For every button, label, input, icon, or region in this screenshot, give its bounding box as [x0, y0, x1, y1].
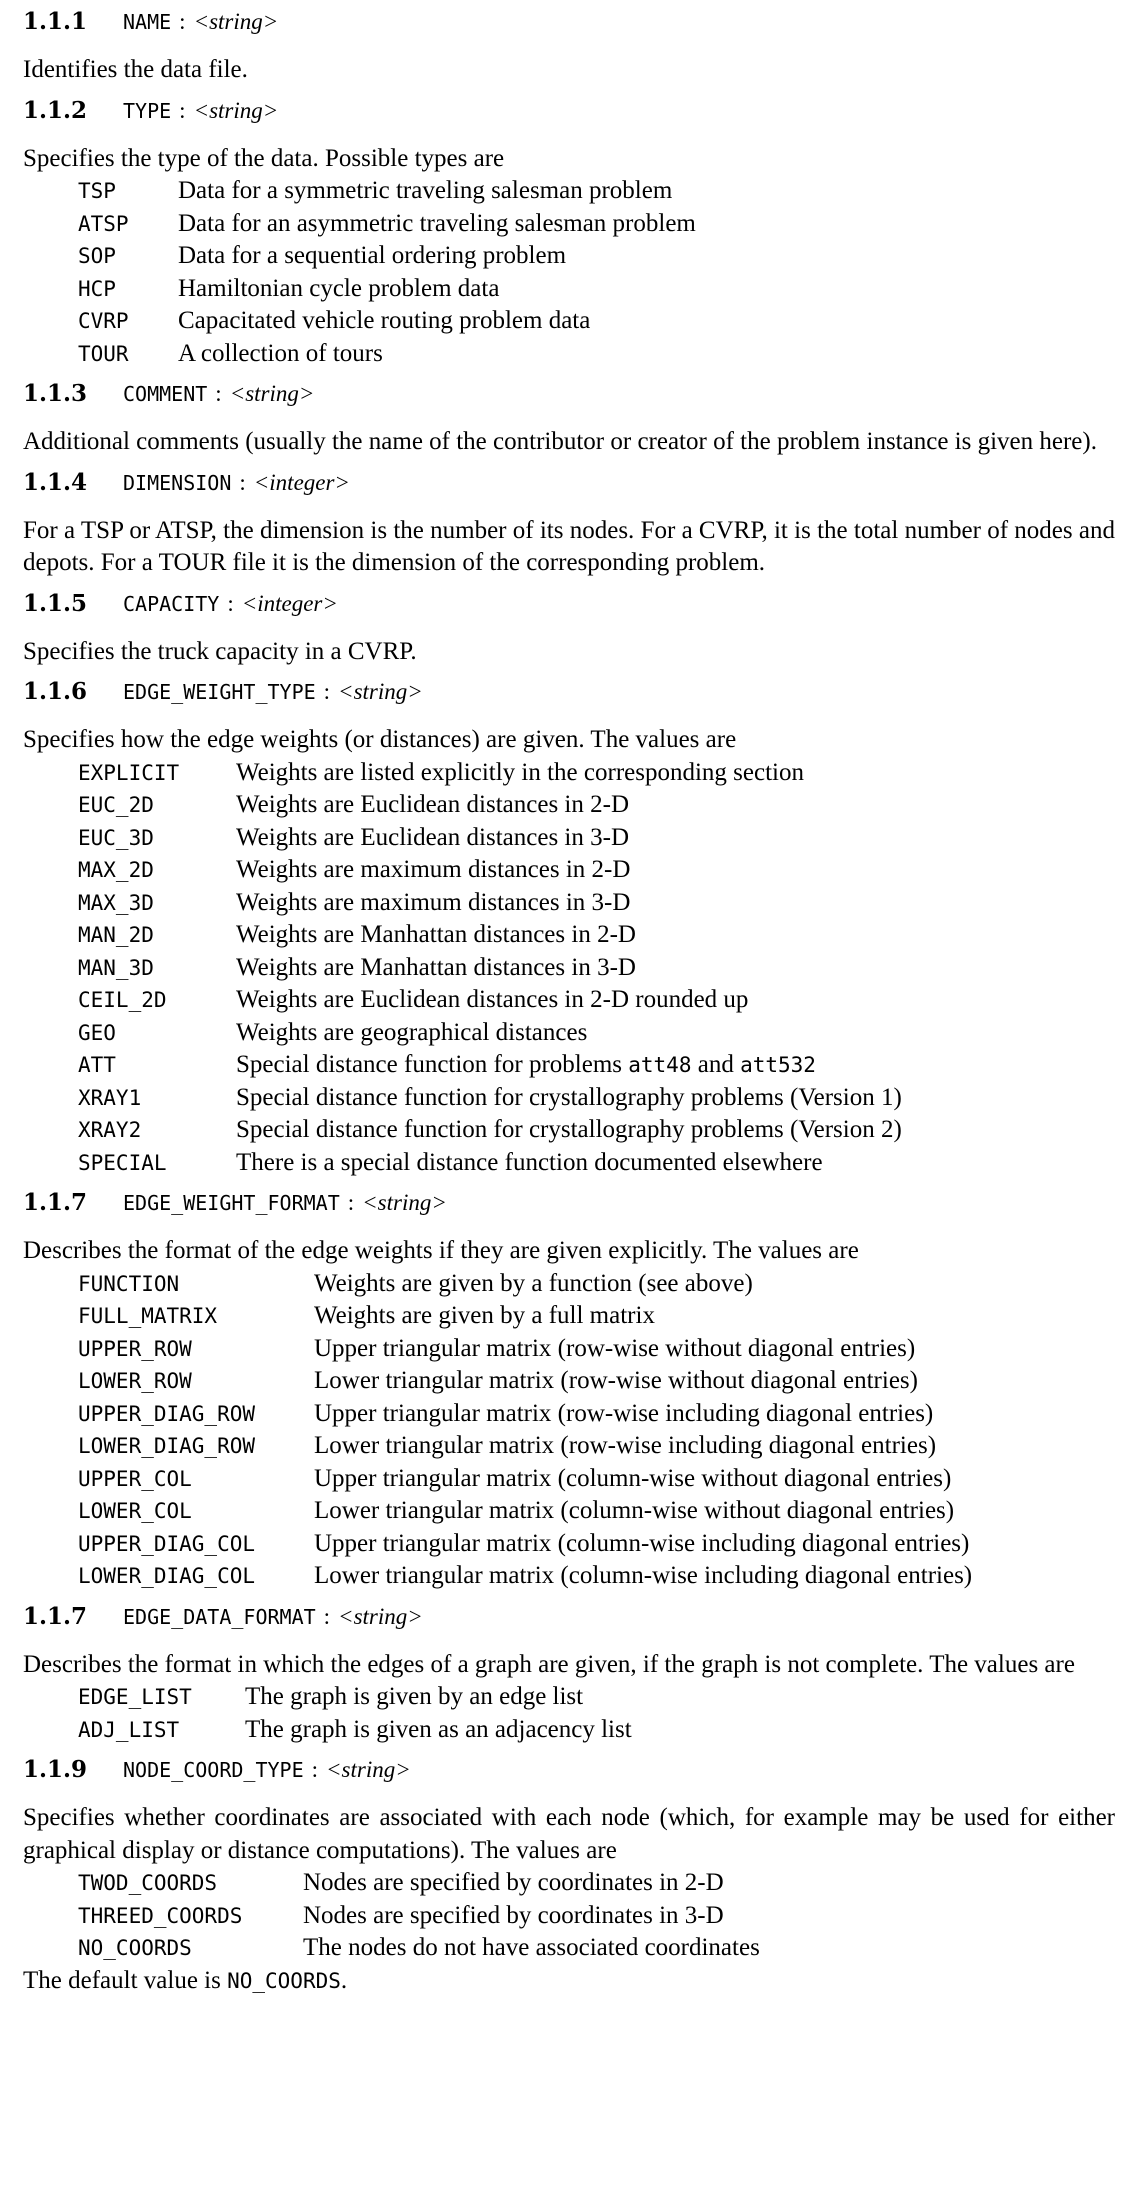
- value-code: EUC_2D: [78, 793, 154, 817]
- section-number: 1.1.2: [23, 96, 88, 124]
- value-code: UPPER_DIAG_COL: [78, 1531, 256, 1556]
- value-code: LOWER_DIAG_COL: [78, 1564, 256, 1588]
- value-code: XRAY1: [78, 1085, 142, 1110]
- section-description: Describes the format of the edge weights if they are given explicitly. The values are: [23, 1237, 859, 1264]
- value-code: EDGE_LIST: [78, 1685, 192, 1709]
- colon-separator: :: [347, 1190, 355, 1215]
- value-list: [23, 175, 1115, 370]
- value-code: THREED_COORDS: [78, 1903, 243, 1928]
- value-row: [23, 1082, 1115, 1115]
- section-value-type: <string>: [193, 97, 279, 123]
- value-row: [23, 240, 1115, 273]
- section-value-type: <integer>: [241, 590, 338, 616]
- section-number: 1.1.3: [23, 380, 88, 407]
- value-row: [23, 1147, 1115, 1180]
- default-value-note: [23, 1965, 1115, 1998]
- value-description: Weights are maximum distances in 3-D: [236, 888, 631, 916]
- value-description: Upper triangular matrix (row-wise including diagonal entries): [314, 1399, 934, 1427]
- value-description: Weights are listed explicitly in the corresponding section: [236, 758, 804, 786]
- value-description: The nodes do not have associated coordinates: [303, 1934, 760, 1961]
- value-description: Upper triangular matrix (row-wise without diagonal entries): [314, 1334, 916, 1362]
- value-row: [23, 1430, 1115, 1463]
- value-row: [23, 1268, 1115, 1301]
- value-code: EXPLICIT: [78, 760, 180, 785]
- section-heading: [23, 678, 1115, 706]
- section-heading: [23, 1756, 1115, 1784]
- value-row: [23, 208, 1115, 241]
- section-node-coord-type: [23, 1756, 1115, 1997]
- value-code: ATT: [78, 1053, 116, 1077]
- value-description: Data for an asymmetric traveling salesman problem: [178, 209, 696, 237]
- colon-separator: :: [311, 1757, 319, 1782]
- section-description: Specifies the truck capacity in a CVRP.: [23, 637, 417, 665]
- value-code: SPECIAL: [78, 1150, 167, 1175]
- section-keyword: NODE_COORD_TYPE: [123, 1758, 304, 1782]
- value-code: ATSP: [78, 211, 129, 236]
- value-row: [23, 822, 1115, 855]
- value-row: [23, 757, 1115, 790]
- value-description: Data for a sequential ordering problem: [178, 242, 567, 269]
- value-description: Special distance function for crystallography problems (Version 2): [236, 1116, 902, 1143]
- value-description: Weights are geographical distances: [236, 1018, 588, 1046]
- value-description: Weights are Manhattan distances in 2-D: [236, 921, 636, 948]
- colon-separator: :: [227, 590, 234, 616]
- value-code: MAN_2D: [78, 923, 154, 947]
- value-code: LOWER_DIAG_ROW: [78, 1434, 256, 1458]
- section-edge-weight-type: [23, 678, 1115, 1179]
- value-row: [23, 1049, 1115, 1082]
- colon-separator: :: [239, 469, 246, 495]
- section-value-type: <string>: [338, 679, 423, 704]
- value-description: Capacitated vehicle routing problem data: [178, 307, 591, 334]
- value-description: Weights are given by a function (see above): [314, 1269, 753, 1297]
- section-edge-data-format: [23, 1603, 1115, 1747]
- section-heading: [23, 97, 1115, 125]
- section-number: 1.1.6: [23, 678, 88, 705]
- value-description: Lower triangular matrix (column-wise without diagonal entries): [314, 1497, 955, 1524]
- value-code: CVRP: [78, 309, 129, 333]
- section-number: 1.1.5: [23, 589, 88, 617]
- value-code: UPPER_ROW: [78, 1336, 192, 1361]
- document-body: [23, 0, 1115, 1997]
- value-description: Weights are Euclidean distances in 2-D rounded up: [236, 986, 749, 1013]
- value-code: UPPER_COL: [78, 1466, 192, 1491]
- value-description: Data for a symmetric traveling salesman problem: [178, 177, 673, 204]
- section-number: 1.1.7: [23, 1602, 88, 1630]
- value-code: FUNCTION: [78, 1271, 180, 1296]
- value-row: [23, 1365, 1115, 1398]
- default-note-suffix: .: [340, 1966, 348, 1994]
- value-row: [23, 1714, 1115, 1747]
- value-row: [23, 1867, 1115, 1900]
- value-row: [23, 1398, 1115, 1431]
- value-description-prefix: Special distance function for problems: [236, 1051, 629, 1078]
- section-keyword: TYPE: [123, 98, 172, 123]
- value-description: Hamiltonian cycle problem data: [178, 274, 500, 302]
- section-value-type: <integer>: [253, 469, 350, 495]
- value-code: TOUR: [78, 341, 129, 366]
- value-code: TWOD_COORDS: [78, 1871, 218, 1895]
- value-description: The graph is given as an adjacency list: [245, 1715, 632, 1743]
- value-description-conjunction: and: [691, 1051, 741, 1078]
- section-number: 1.1.1: [23, 8, 88, 35]
- value-description: Weights are Manhattan distances in 3-D: [236, 953, 636, 981]
- value-description: Weights are maximum distances in 2-D: [236, 856, 631, 883]
- section-keyword: COMMENT: [123, 382, 208, 406]
- section-description: Specifies the type of the data. Possible types are: [23, 144, 505, 172]
- value-description: The graph is given by an edge list: [245, 1683, 584, 1710]
- value-code: GEO: [78, 1020, 116, 1045]
- section-comment: [23, 380, 1115, 459]
- value-code: TSP: [78, 179, 116, 203]
- default-value-code: NO_COORDS: [227, 1968, 341, 1993]
- colon-separator: :: [179, 9, 186, 34]
- problem-code: att48: [628, 1053, 692, 1077]
- colon-separator: :: [323, 679, 331, 704]
- value-row: [23, 273, 1115, 306]
- value-row: [23, 789, 1115, 822]
- value-row: [23, 952, 1115, 985]
- value-row: [23, 1300, 1115, 1333]
- value-code: NO_COORDS: [78, 1936, 192, 1960]
- section-value-type: <string>: [229, 381, 315, 406]
- value-description: Lower triangular matrix (row-wise including diagonal entries): [314, 1432, 937, 1459]
- value-description: [236, 1049, 816, 1082]
- section-type: [23, 97, 1115, 371]
- section-number: 1.1.4: [23, 468, 88, 496]
- value-row: [23, 1900, 1115, 1933]
- colon-separator: :: [179, 97, 186, 123]
- section-edge-weight-format: [23, 1189, 1115, 1593]
- default-note-prefix: The default value is: [23, 1966, 228, 1994]
- value-row: [23, 305, 1115, 338]
- section-keyword: NAME: [123, 10, 172, 34]
- section-number: 1.1.9: [23, 1756, 88, 1783]
- value-row: [23, 1528, 1115, 1561]
- value-code: MAN_3D: [78, 955, 154, 980]
- value-description: Special distance function for crystallography problems (Version 1): [236, 1083, 902, 1111]
- section-keyword: EDGE_DATA_FORMAT: [123, 1604, 316, 1629]
- section-heading: [23, 469, 1115, 497]
- section-description: Identifies the data file.: [23, 56, 248, 83]
- section-capacity: [23, 590, 1115, 669]
- section-description: Describes the format in which the edges of a graph are given, if the graph is not complete. The values are: [23, 1650, 1075, 1678]
- section-number: 1.1.7: [23, 1189, 88, 1216]
- value-row: [23, 887, 1115, 920]
- value-code: EUC_3D: [78, 825, 154, 850]
- value-code: XRAY2: [78, 1118, 142, 1142]
- value-row: [23, 1114, 1115, 1147]
- value-row: [23, 984, 1115, 1017]
- value-code: SOP: [78, 244, 116, 268]
- value-code: CEIL_2D: [78, 988, 167, 1012]
- value-description: Nodes are specified by coordinates in 2-D: [303, 1869, 724, 1896]
- section-description: Specifies how the edge weights (or distances) are given. The values are: [23, 726, 737, 753]
- section-dimension: [23, 469, 1115, 580]
- value-row: [23, 1017, 1115, 1050]
- value-row: [23, 1495, 1115, 1528]
- section-value-type: <string>: [338, 1603, 423, 1629]
- value-code: MAX_3D: [78, 890, 154, 915]
- section-keyword: CAPACITY: [123, 591, 220, 616]
- value-description: Upper triangular matrix (column-wise including diagonal entries): [314, 1529, 970, 1557]
- section-keyword: EDGE_WEIGHT_TYPE: [123, 680, 316, 704]
- value-code: FULL_MATRIX: [78, 1304, 218, 1328]
- value-code: UPPER_DIAG_ROW: [78, 1401, 256, 1426]
- section-value-type: <string>: [362, 1190, 447, 1215]
- value-description: Weights are given by a full matrix: [314, 1302, 655, 1329]
- value-row: [23, 1560, 1115, 1593]
- value-description: Lower triangular matrix (row-wise without diagonal entries): [314, 1367, 918, 1394]
- value-row: [23, 1681, 1115, 1714]
- value-row: [23, 175, 1115, 208]
- section-keyword: DIMENSION: [123, 470, 232, 495]
- section-heading: [23, 1189, 1115, 1217]
- section-heading: [23, 8, 1115, 36]
- value-code: LOWER_COL: [78, 1499, 192, 1523]
- value-row: [23, 919, 1115, 952]
- value-list: [23, 1268, 1115, 1593]
- value-description: Weights are Euclidean distances in 3-D: [236, 823, 629, 851]
- section-value-type: <string>: [193, 9, 279, 34]
- value-description: Lower triangular matrix (column-wise including diagonal entries): [314, 1562, 973, 1589]
- value-list: [23, 757, 1115, 1180]
- value-description: Nodes are specified by coordinates in 3-D: [303, 1901, 724, 1929]
- value-code: ADJ_LIST: [78, 1717, 180, 1742]
- problem-code: att532: [740, 1053, 816, 1077]
- section-name: [23, 8, 1115, 87]
- section-keyword: EDGE_WEIGHT_FORMAT: [123, 1191, 340, 1215]
- section-description: Specifies whether coordinates are associated with each node (which, for example may be used for either graphical display or distance computations). The values are: [23, 1804, 1115, 1864]
- section-heading: [23, 380, 1115, 408]
- section-value-type: <string>: [326, 1757, 411, 1782]
- colon-separator: :: [323, 1603, 331, 1629]
- value-row: [23, 338, 1115, 371]
- value-row: [23, 854, 1115, 887]
- section-heading: [23, 1603, 1115, 1631]
- value-description: A collection of tours: [178, 339, 383, 367]
- value-description: There is a special distance function documented elsewhere: [236, 1148, 823, 1176]
- colon-separator: :: [215, 381, 222, 406]
- section-description: Additional comments (usually the name of the contributor or creator of the problem instance is given here).: [23, 428, 1097, 455]
- value-list: [23, 1681, 1115, 1746]
- value-code: MAX_2D: [78, 858, 154, 882]
- value-row: [23, 1463, 1115, 1496]
- value-row: [23, 1932, 1115, 1965]
- value-code: LOWER_ROW: [78, 1369, 192, 1393]
- section-description: For a TSP or ATSP, the dimension is the number of its nodes. For a CVRP, it is the total number of nodes and depots. For a TOUR file it is the dimension of the corresponding problem.: [23, 516, 1115, 576]
- value-description: Upper triangular matrix (column-wise without diagonal entries): [314, 1464, 952, 1492]
- value-code: HCP: [78, 276, 116, 301]
- section-heading: [23, 590, 1115, 618]
- value-list: [23, 1867, 1115, 1965]
- value-row: [23, 1333, 1115, 1366]
- value-description: Weights are Euclidean distances in 2-D: [236, 791, 629, 818]
